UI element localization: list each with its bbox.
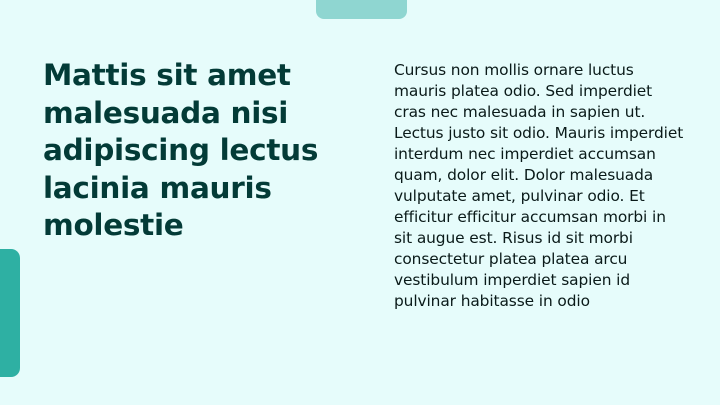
left-accent-tab: [0, 249, 20, 377]
top-accent-tab: [316, 0, 407, 19]
slide-body-text: Cursus non mollis ornare luctus mauris platea odio. Sed imperdiet cras nec malesuada in sapien ut. Lectus justo sit odio. Mauris imperdiet interdum nec imperdiet accumsan quam, dolor elit. Dolor malesuada vulputate amet, pulvinar odio. Et efficitur efficitur accumsan morbi in sit augue est. Risus id sit morbi consectetur platea platea arcu vestibulum imperdiet sapien id pulvinar habitasse in odio: [394, 61, 684, 310]
slide-title: Mattis sit amet malesuada nisi adipiscing lectus lacinia mauris molestie: [43, 58, 319, 242]
